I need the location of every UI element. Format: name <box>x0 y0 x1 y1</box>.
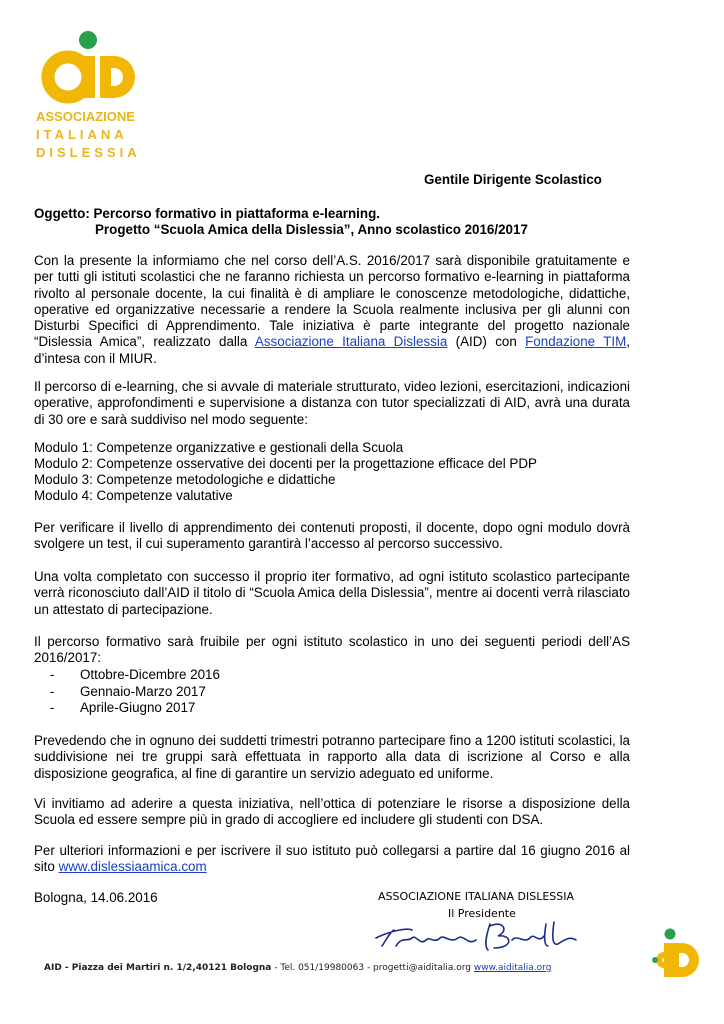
module-2: Modulo 2: Competenze osservative dei docenti per la progettazione efficace del PDP <box>34 456 537 471</box>
module-3: Modulo 3: Competenze metodologiche e didattiche <box>34 472 336 487</box>
link-aid[interactable]: Associazione Italiana Dislessia <box>254 334 448 350</box>
corner-logo <box>648 928 700 990</box>
intro-text-before: Con la presente la informiamo che nel corso dell’A.S. 2016/2017 sarà disponibile gratuitamente e per tutti gli istituti scolastici che ne faranno richiesta un percorso formativo e-learning in piattaforma rivolto al personale docente, la cui finalità è di ampliare le conoscenze metodologiche, didattiche, operative ed organizzative necessarie a rendere la Scuola realmente inclusiva per gli alunni con Disturbi Specifici di Apprendimento. Tale iniziativa è parte integrante del progetto nazionale “Dislessia Amica”, realizzato dalla <box>34 253 630 350</box>
module-4: Modulo 4: Competenze valutative <box>34 488 233 503</box>
signature-role: Il Presidente <box>448 907 516 920</box>
paragraph-invite: Vi invitiamo ad aderire a questa iniziativa, nell’ottica di potenziare le risorse a disposizione della Scuola ed essere sempre più in grado di accogliere ed includere gli studenti con DSA. <box>34 796 630 828</box>
info-text: Per ulteriori informazioni e per iscrivere il suo istituto può collegarsi a partire dal 16 giugno 2016 al sito <box>34 843 630 875</box>
logo-line2: ITALIANA <box>36 127 128 142</box>
footer-website-link[interactable]: www.aiditalia.org <box>473 963 552 973</box>
period-label: Ottobre-Dicembre 2016 <box>80 667 220 682</box>
subject-line1: Oggetto: Percorso formativo in piattaforma e-learning. <box>34 206 380 221</box>
period-item: - Ottobre-Dicembre 2016 <box>50 667 220 682</box>
paragraph-info <box>34 843 630 876</box>
logo-line3: DISLESSIA <box>36 145 141 160</box>
period-label: Gennaio-Marzo 2017 <box>80 684 206 699</box>
paragraph-periods: Il percorso formativo sarà fruibile per ogni istituto scolastico in uno dei seguenti periodi dell’AS 2016/2017: <box>34 634 630 666</box>
logo-text <box>36 108 156 162</box>
link-fondazione-tim[interactable]: Fondazione TIM <box>525 334 627 350</box>
paragraph-groups: Prevedendo che in ognuno dei suddetti trimestri potranno partecipare fino a 1200 istituti scolastici, la suddivisione nei tre gruppi sarà effettuata in rapporto alla data di iscrizione al Corso e alla disposizione geografica, al fine di garantire un servizio adeguato ed uniforme. <box>34 733 630 781</box>
module-1: Modulo 1: Competenze organizzative e gestionali della Scuola <box>34 440 404 455</box>
footer <box>44 963 551 973</box>
place-date: Bologna, 14.06.2016 <box>34 890 158 905</box>
period-item: - Gennaio-Marzo 2017 <box>50 684 206 699</box>
footer-contacts: - Tel. 051/19980063 - progetti@aiditalia.org <box>271 963 474 973</box>
corner-logo-dot <box>665 929 676 940</box>
handwritten-signature <box>372 916 587 956</box>
paragraph-intro <box>34 253 630 367</box>
intro-text-middle: (AID) con <box>447 334 526 350</box>
logo-line1: ASSOCIAZIONE <box>36 109 135 124</box>
logo-i-dot <box>79 31 97 49</box>
link-dislessiaamica[interactable]: www.dislessiaamica.com <box>58 859 207 875</box>
signature-org: ASSOCIAZIONE ITALIANA DISLESSIA <box>378 890 575 903</box>
paragraph-test: Per verificare il livello di apprendimento dei contenuti proposti, il docente, dopo ogni modulo dovrà svolgere un test, il cui superamento garantirà l’accesso al percorso successivo. <box>34 520 630 552</box>
logo-d-shape <box>100 56 135 98</box>
paragraph-title: Una volta completato con successo il proprio iter formativo, ad ogni istituto scolastico partecipante verrà riconosciuto dall’AID il titolo di “Scuola Amica della Dislessia”, mentre ai docenti verrà rilasciato un attestato di partecipazione. <box>34 569 630 617</box>
period-label: Aprile-Giugno 2017 <box>80 700 196 715</box>
recipient: Gentile Dirigente Scolastico <box>424 172 602 187</box>
footer-address: AID - Piazza dei Martiri n. 1/2,40121 Bologna <box>44 963 272 973</box>
paragraph-elearning: Il percorso di e-learning, che si avvale di materiale strutturato, video lezioni, esercitazioni, indicazioni operative, approfondimenti e supervisione a distanza con tutor specializzati di AID, avrà una durata di 30 ore e sarà suddiviso nel modo seguente: <box>34 379 630 427</box>
period-item: - Aprile-Giugno 2017 <box>50 700 196 715</box>
logo-i-stem <box>82 56 95 98</box>
subject-line2: Progetto “Scuola Amica della Dislessia”, Anno scolastico 2016/2017 <box>95 222 528 237</box>
intro-text-after: , d’intesa con il MIUR. <box>34 334 630 366</box>
